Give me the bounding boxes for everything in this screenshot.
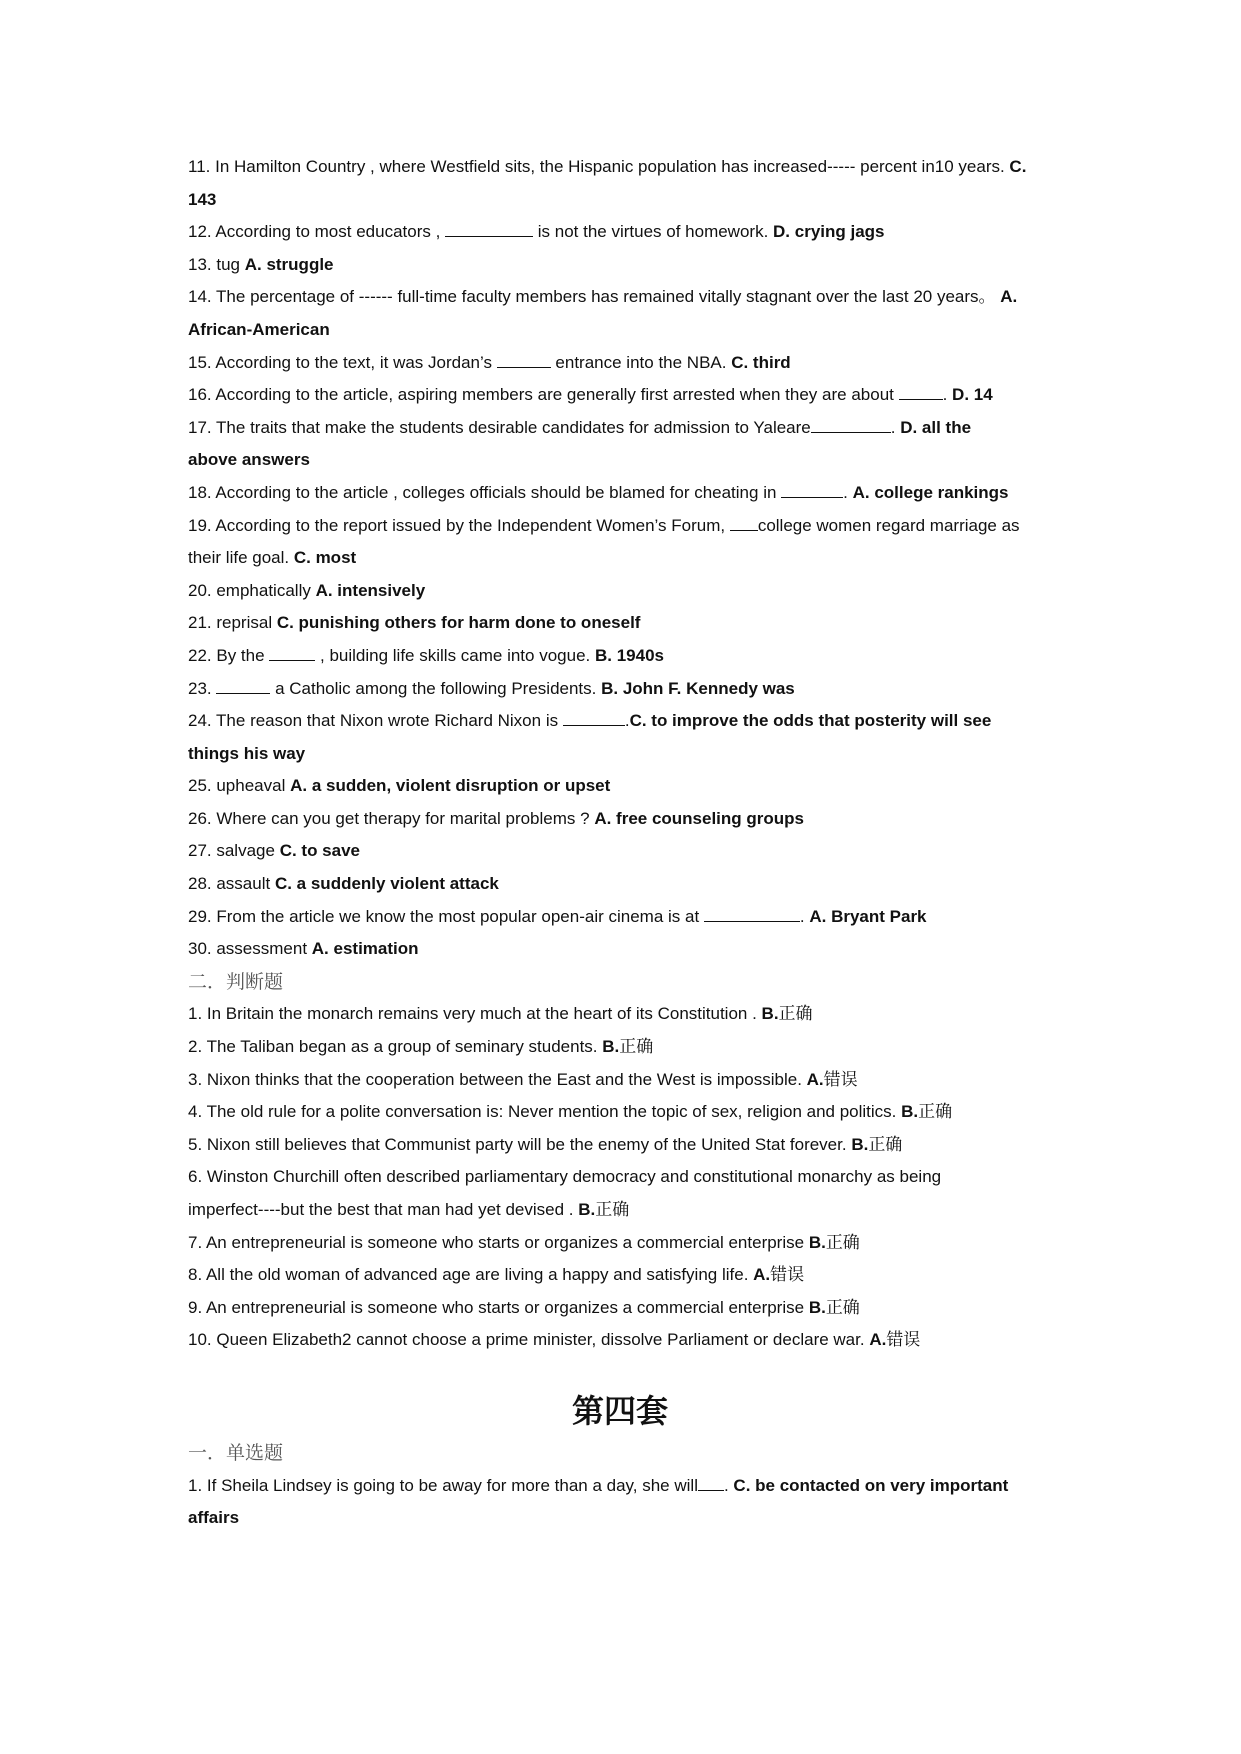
answer: B. xyxy=(761,1004,779,1024)
question-13 xyxy=(188,249,1068,282)
answer-result: 正确 xyxy=(918,1102,953,1122)
question-text: 26. Where can you get therapy for marital problems ? xyxy=(188,808,595,828)
answer: D. all the xyxy=(900,417,972,437)
question-text: 14. The percentage of ------ full-time faculty members has remained vitally stagnant over the last 20 years。 xyxy=(188,287,1001,307)
answer-continuation: affairs xyxy=(188,1508,240,1528)
answer: D. crying jags xyxy=(773,222,885,242)
answer-continuation: African-American xyxy=(188,319,330,339)
answer: A. xyxy=(806,1069,824,1089)
answer: C. be contacted on very important xyxy=(733,1475,1009,1495)
question-text: 11. In Hamilton Country , where Westfield sits, the Hispanic population has increased----- percent in10 years. xyxy=(188,157,1010,176)
question-text: 19. According to the report issued by the Independent Women’s Forum, xyxy=(188,515,730,535)
answer: A. estimation xyxy=(311,939,419,959)
question-text: 16. According to the article, aspiring members are generally first arrested when they are about xyxy=(188,385,899,405)
question-26 xyxy=(188,803,1068,836)
question-21 xyxy=(188,607,1068,640)
question-16 xyxy=(188,379,1068,412)
tf-question-2 xyxy=(188,1031,1068,1064)
answer: C. to improve the odds that posterity will see xyxy=(629,711,992,731)
question-17 xyxy=(188,412,1068,445)
answer: B. xyxy=(578,1200,596,1219)
question-text: 20. emphatically xyxy=(188,580,316,600)
question-text: 21. reprisal xyxy=(188,613,277,633)
question-text: . xyxy=(843,482,853,502)
answer: A. college rankings xyxy=(852,482,1009,502)
question-text: . xyxy=(723,1475,734,1495)
answer-blank xyxy=(781,483,843,498)
answer-blank xyxy=(563,711,625,726)
question-19-continuation xyxy=(188,542,1068,575)
question-text: 10. Queen Elizabeth2 cannot choose a prime minister, dissolve Parliament or declare war. xyxy=(188,1330,870,1350)
question-30 xyxy=(188,933,1068,966)
answer: B. 1940s xyxy=(594,645,664,665)
question-text: 6. Winston Churchill often described parliamentary democracy and constitutional monarchy as being xyxy=(188,1167,942,1187)
answer-blank xyxy=(445,222,533,237)
question-14 xyxy=(188,281,1068,314)
set4-question-1 xyxy=(188,1470,1068,1503)
answer: A. xyxy=(753,1265,771,1285)
question-15 xyxy=(188,347,1068,380)
answer: C. punishing others for harm done to oneself xyxy=(276,613,641,633)
answer: C. xyxy=(1009,157,1027,176)
answer: B. xyxy=(808,1297,826,1317)
question-text: imperfect----but the best that man had yet devised . xyxy=(188,1200,579,1219)
question-text: 1. In Britain the monarch remains very much at the heart of its Constitution . xyxy=(188,1004,762,1024)
question-text: entrance into the NBA. xyxy=(550,352,732,372)
question-text: 5. Nixon still believes that Communist party will be the enemy of the United Stat forever. xyxy=(188,1134,852,1154)
question-19 xyxy=(188,510,1068,543)
answer-blank xyxy=(216,679,270,694)
answer: B. xyxy=(901,1102,919,1122)
question-text: 9. An entrepreneurial is someone who starts or organizes a commercial enterprise xyxy=(188,1297,809,1317)
answer: B. xyxy=(808,1232,826,1252)
answer: A. xyxy=(869,1330,887,1350)
question-text: 24. The reason that Nixon wrote Richard Nixon is xyxy=(188,711,563,731)
tf-question-5 xyxy=(188,1129,1068,1162)
answer: A. Bryant Park xyxy=(809,906,927,926)
tf-question-8 xyxy=(188,1259,1068,1292)
question-text: their life goal. xyxy=(188,548,294,568)
answer: A. xyxy=(1000,287,1018,307)
question-text: 30. assessment xyxy=(188,939,312,959)
question-text: is not the virtues of homework. xyxy=(533,222,774,242)
section-heading-true-false: 二．判断题 xyxy=(188,970,284,993)
question-28 xyxy=(188,868,1068,901)
answer-continuation: things his way xyxy=(188,743,306,763)
section-heading-single-choice: 一．单选题 xyxy=(188,1441,284,1464)
question-text: 17. The traits that make the students desirable candidates for admission to Yaleare xyxy=(188,417,811,437)
answer: A. struggle xyxy=(244,254,334,274)
answer: C. third xyxy=(731,352,791,372)
question-text: 12. According to most educators , xyxy=(188,222,446,242)
answer-blank xyxy=(730,516,758,531)
question-22 xyxy=(188,640,1068,673)
question-29 xyxy=(188,901,1068,934)
question-text: 18. According to the article , colleges officials should be blamed for cheating in xyxy=(188,482,782,502)
answer-result: 错误 xyxy=(770,1265,805,1285)
question-text: . xyxy=(799,906,810,926)
question-text: college women regard marriage as xyxy=(757,515,1020,535)
answer: B. xyxy=(602,1037,620,1057)
tf-question-9 xyxy=(188,1292,1068,1325)
answer: B. xyxy=(851,1134,869,1154)
tf-question-6-continuation xyxy=(188,1194,1068,1227)
question-text: . xyxy=(942,385,953,405)
answer-result: 错误 xyxy=(823,1069,858,1089)
tf-question-6 xyxy=(188,1161,1068,1194)
question-text: , building life skills came into vogue. xyxy=(315,645,595,665)
answer-continuation: above answers xyxy=(188,450,310,470)
answer: D. 14 xyxy=(952,385,993,405)
question-23 xyxy=(188,673,1068,706)
question-27 xyxy=(188,835,1068,868)
answer-blank xyxy=(497,353,551,368)
tf-question-1 xyxy=(188,998,1068,1031)
answer-blank xyxy=(269,646,315,661)
tf-question-7 xyxy=(188,1227,1068,1260)
answer-result: 正确 xyxy=(868,1134,903,1154)
answer: A. intensively xyxy=(315,580,426,600)
answer: A. a sudden, violent disruption or upset xyxy=(290,776,611,796)
answer: A. free counseling groups xyxy=(594,808,805,828)
question-text: . xyxy=(890,417,901,437)
question-18 xyxy=(188,477,1068,510)
answer: C. to save xyxy=(279,841,360,861)
answer-result: 正确 xyxy=(825,1232,860,1252)
answer: C. a suddenly violent attack xyxy=(274,874,499,894)
question-text: 8. All the old woman of advanced age are living a happy and satisfying life. xyxy=(188,1265,754,1285)
answer-result: 正确 xyxy=(825,1297,860,1317)
question-text: 23. xyxy=(188,678,217,698)
answer-continuation: 143 xyxy=(188,189,217,209)
answer-blank xyxy=(811,418,891,433)
question-text: 3. Nixon thinks that the cooperation between the East and the West is impossible. xyxy=(188,1069,807,1089)
answer-result: 正确 xyxy=(595,1200,630,1219)
question-text: 15. According to the text, it was Jordan’s xyxy=(188,352,497,372)
question-text: 4. The old rule for a polite conversation is: Never mention the topic of sex, religion and politics. xyxy=(188,1102,902,1122)
question-text: . xyxy=(624,711,630,731)
question-text: 22. By the xyxy=(188,645,270,665)
question-text: 29. From the article we know the most popular open-air cinema is at xyxy=(188,906,704,926)
question-text: 7. An entrepreneurial is someone who starts or organizes a commercial enterprise xyxy=(188,1232,809,1252)
question-20 xyxy=(188,575,1068,608)
answer-blank xyxy=(899,385,943,400)
question-24 xyxy=(188,705,1068,738)
document-page xyxy=(188,151,1068,1535)
question-text: 2. The Taliban began as a group of seminary students. xyxy=(188,1037,603,1057)
answer: B. John F. Kennedy was xyxy=(601,678,795,698)
question-text: 28. assault xyxy=(188,874,275,894)
tf-question-10 xyxy=(188,1324,1068,1357)
answer: C. most xyxy=(293,548,357,568)
question-25 xyxy=(188,770,1068,803)
answer-result: 错误 xyxy=(886,1330,921,1350)
question-text: a Catholic among the following Presidents. xyxy=(270,678,602,698)
question-text: 25. upheaval xyxy=(188,776,291,796)
tf-question-3 xyxy=(188,1064,1068,1097)
question-12 xyxy=(188,216,1068,249)
answer-result: 正确 xyxy=(778,1004,813,1024)
answer-blank xyxy=(698,1476,724,1491)
set-title: 第四套 xyxy=(571,1391,668,1430)
tf-question-4 xyxy=(188,1096,1068,1129)
question-text: 27. salvage xyxy=(188,841,280,861)
question-text: 13. tug xyxy=(188,254,245,274)
answer-blank xyxy=(704,907,800,922)
question-11 xyxy=(188,151,1068,184)
answer-result: 正确 xyxy=(619,1037,654,1057)
question-text: 1. If Sheila Lindsey is going to be away for more than a day, she will xyxy=(188,1475,698,1495)
